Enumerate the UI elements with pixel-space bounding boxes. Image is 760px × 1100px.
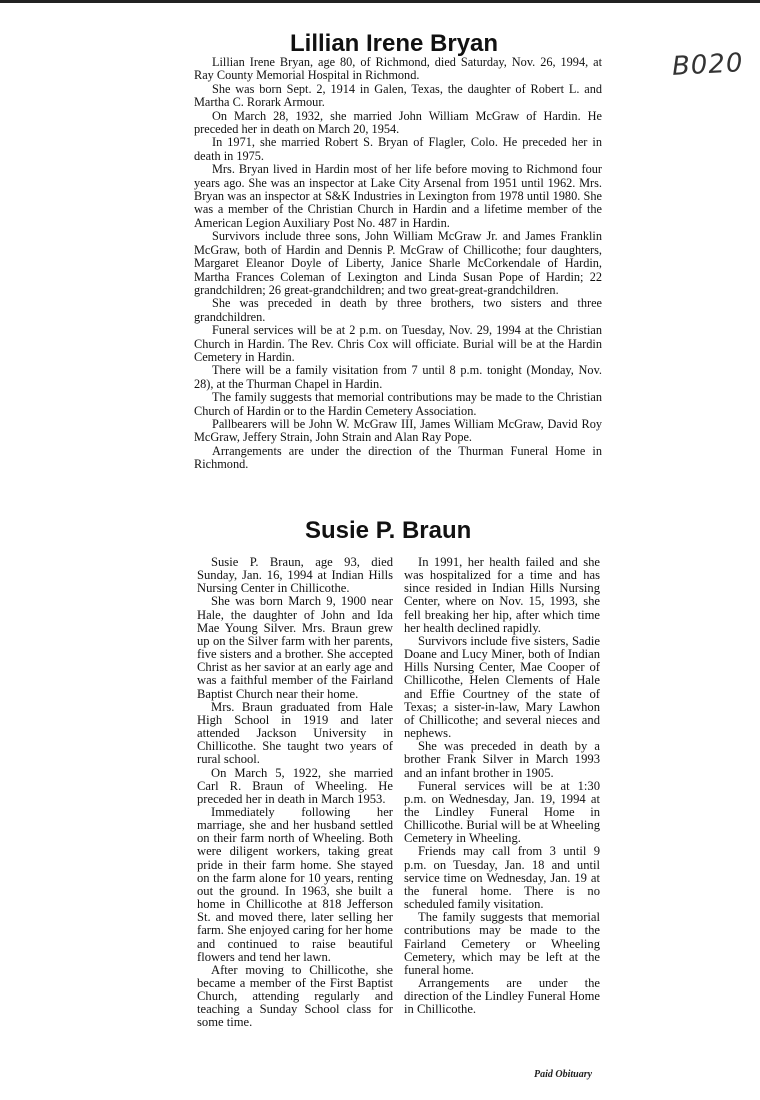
obituary-1-paragraph: Mrs. Bryan lived in Hardin most of her life before moving to Richmond four years ago. She was an inspector at Lake City Arsenal from 1951 until 1962. Mrs. Bryan was an inspector at S&K Industries in Lexington from 1978 until 1980. She was a member of the Christian Church in Hardin and a lifetime member of the American Legion Auxiliary Post No. 487 in Hardin. — [194, 162, 602, 230]
obituary-2-paragraph: Funeral services will be at 1:30 p.m. on Wednesday, Jan. 19, 1994 at the Lindley Funeral Home in Chillicothe. Burial will be at Wheeling Cemetery in Wheeling. — [404, 778, 600, 846]
obituary-2-paragraph: On March 5, 1922, she married Carl R. Braun of Wheeling. He preceded her in death in March 1953. — [197, 765, 393, 806]
obituary-2-paragraph: Susie P. Braun, age 93, died Sunday, Jan. 16, 1994 at Indian Hills Nursing Center in Chillicothe. — [197, 555, 393, 596]
handwritten-archive-code: B020 — [671, 48, 745, 82]
obituary-2-paragraph: Arrangements are under the direction of the Lindley Funeral Home in Chillicothe. — [404, 976, 600, 1017]
obituary-1-title: Lillian Irene Bryan — [290, 30, 499, 57]
obituary-2-paragraph: Friends may call from 3 until 9 p.m. on Tuesday, Jan. 18 and until service time on Wednesday, Jan. 19 at the funeral home. There is no scheduled family visitation. — [404, 844, 600, 912]
obituary-1-paragraph: On March 28, 1932, she married John William McGraw of Hardin. He preceded her in death on March 20, 1954. — [194, 108, 602, 137]
obituary-2-paragraph: Survivors include five sisters, Sadie Doane and Lucy Miner, both of Indian Hills Nursing Center, Mae Cooper of Chillicothe, Helen Clements of Hale and Effie Courtney of the state of Texas; a sister-in-law, Mary Lawhon of Chillicothe; and several nieces and nephews. — [404, 633, 600, 741]
obituary-2-title: Susie P. Braun — [305, 517, 472, 544]
obituary-2-paragraph: The family suggests that memorial contributions may be made to the Fairland Cemetery or Wheeling Cemetery, which may be left at the funeral home. — [404, 910, 600, 977]
obituary-1-body — [194, 56, 602, 472]
obituary-1-paragraph: Pallbearers will be John W. McGraw III, James William McGraw, David Roy McGraw, Jeffery Strain, John Strain and Alan Ray Pope. — [194, 416, 602, 445]
obituary-2-paragraph: She was preceded in death by a brother Frank Silver in March 1993 and an infant brother in 1905. — [404, 739, 600, 780]
obituary-1-paragraph: There will be a family visitation from 7 until 8 p.m. tonight (Monday, Nov. 28), at the Thurman Chapel in Hardin. — [194, 363, 602, 391]
obituary-2-column-1 — [197, 556, 393, 1030]
obituary-2-paragraph: Immediately following her marriage, she and her husband settled on their farm north of Wheeling. Both were diligent workers, taking great pride in their farm home. She stayed on the farm alone for 10 years, renting out the ground. In 1963, she built a home in Chillicothe at 818 Jefferson St. and moved there, later selling her farm. She enjoyed caring for her home and continued to raise beautiful flowers and tend her lawn. — [197, 804, 393, 964]
obituary-1-paragraph: Funeral services will be at 2 p.m. on Tuesday, Nov. 29, 1994 at the Christian Church in Hardin. The Rev. Chris Cox will officiate. Burial will be at the Hardin Cemetery in Hardin. — [194, 323, 602, 364]
obituary-1-paragraph: She was born Sept. 2, 1914 in Galen, Texas, the daughter of Robert L. and Martha C. Rorark Armour. — [194, 81, 602, 110]
obituary-2-paragraph: Mrs. Braun graduated from Hale High School in 1919 and later attended Jackson University in Chillicothe. She taught two years of rural school. — [197, 699, 393, 767]
obituary-1-paragraph: Lillian Irene Bryan, age 80, of Richmond, died Saturday, Nov. 26, 1994, at Ray County Memorial Hospital in Richmond. — [194, 55, 602, 83]
paid-obituary-label: Paid Obituary — [534, 1069, 593, 1080]
obituary-2-paragraph: In 1991, her health failed and she was hospitalized for a time and has since resided in Indian Hills Nursing Center, where on Nov. 15, 1993, she fell breaking her hip, after which time her health declined rapidly. — [404, 555, 600, 635]
obituary-1-paragraph: Arrangements are under the direction of the Thurman Funeral Home in Richmond. — [194, 443, 602, 472]
obituary-1-paragraph: In 1971, she married Robert S. Bryan of Flagler, Colo. He preceded her in death in 1975. — [194, 135, 602, 163]
obituary-1-paragraph: The family suggests that memorial contributions may be made to the Christian Church of Hardin or to the Hardin Cemetery Association. — [194, 390, 602, 418]
obituary-2-column-2 — [404, 556, 600, 1016]
obituary-1-paragraph: Survivors include three sons, John William McGraw Jr. and James Franklin McGraw, both of Hardin and Dennis P. McGraw of Chillicothe; four daughters, Margaret Eleanor Doyle of Liberty, Janice Sharle McCorkendale of Hardin, Martha Frances Coleman of Lexington and Linda Susan Pope of Hardin; 22 grandchildren; 26 great-grandchildren; and two great-great-grandchildren. — [194, 229, 602, 297]
obituary-1-paragraph: She was preceded in death by three brothers, two sisters and three grandchildren. — [194, 296, 602, 324]
obituary-2-paragraph: She was born March 9, 1900 near Hale, the daughter of John and Ida Mae Young Silver. Mrs. Braun grew up on the Silver farm with her parents, five sisters and a brother. She accepted Christ as her savior at an early age and was a faithful member of the Fairland Baptist Church near their home. — [197, 594, 393, 701]
obituary-2-paragraph: After moving to Chillicothe, she became a member of the First Baptist Church, attending regularly and teaching a Sunday School class for some time. — [197, 962, 393, 1030]
top-rule — [0, 0, 760, 3]
